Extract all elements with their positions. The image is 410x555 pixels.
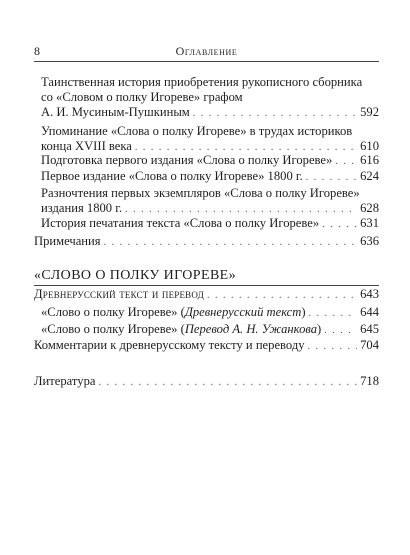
toc-page-number: 644 [360,305,379,319]
toc-page-number: 718 [360,374,379,388]
toc-entry-line: История печатания текста «Слова о полку Игореве» [41,216,320,230]
toc-entry-subtitle: Перевод А. Н. Ужанкова [184,322,318,336]
toc-page-number: 624 [360,169,379,183]
header-rule [34,61,379,62]
leader-dots [322,217,357,232]
toc-entry[interactable] [41,169,379,185]
toc-page-number: 610 [360,139,379,153]
toc-entry-line: Подготовка первого издания «Слова о полку Игореве» [41,153,333,167]
leader-dots [125,202,357,217]
toc-entry-line: А. И. Мусиным-Пушкиным [41,105,190,119]
toc-entry-line: «Слово о полку Игореве» (Древнерусский текст) [41,305,306,319]
leader-dots [308,339,357,354]
toc-entry[interactable] [41,322,379,338]
toc-entry[interactable] [41,124,379,155]
part-rule [34,285,379,286]
toc-page-number: 645 [360,322,379,336]
toc-page-number: 704 [360,338,379,352]
leader-dots [335,154,357,169]
toc-entry-line: Первое издание «Слова о полку Игореве» 1800 г. [41,169,303,183]
page-number: 8 [34,44,41,58]
toc-page-number: 631 [360,216,379,230]
toc-entry-notes[interactable] [34,234,379,250]
toc-entry-literature[interactable] [34,374,379,390]
leader-dots [306,170,357,185]
toc-entry-title: «Слово о полку Игореве» [41,305,178,319]
toc-entry[interactable] [41,305,379,321]
leader-dots [207,288,357,303]
toc-entry[interactable] [34,287,379,303]
toc-page-number: 592 [360,105,379,119]
leader-dots [98,375,357,390]
toc-entry-line: конца XVIII века [41,139,132,153]
toc-page-number: 616 [360,153,379,167]
toc-entry-line: Разночтения первых экземпляров «Слова о полку Игореве» [41,186,360,200]
running-head [34,44,379,60]
toc-entry[interactable] [41,153,379,169]
toc-entry-line: со «Словом о полку Игореве» графом [41,90,243,104]
toc-entry[interactable] [41,186,379,217]
leader-dots [104,235,357,250]
toc-entry-line: «Слово о полку Игореве» (Перевод А. Н. Ужанкова) [41,322,322,336]
toc-entry-subtitle: Древнерусский текст [184,305,302,319]
toc-entry-line: Комментарии к древнерусскому тексту и переводу [34,338,305,352]
toc-page-number: 628 [360,201,379,215]
leader-dots [309,306,357,321]
toc-page-number: 643 [360,287,379,301]
part-title[interactable]: «СЛОВО О ПОЛКУ ИГОРЕВЕ» [34,268,237,283]
leader-dots [324,323,357,338]
toc-entry[interactable] [41,216,379,232]
toc-page-number: 636 [360,234,379,248]
toc-entry-line: Древнерусский текст и перевод [34,287,204,301]
section-title: Оглавление [175,44,238,58]
leader-dots [193,106,357,121]
toc-entry-line: Литература [34,374,96,388]
toc-entry[interactable] [34,338,379,354]
toc-entry-line: Таинственная история приобретения рукописного сборника [41,75,363,89]
toc-entry-line: Примечания [34,234,101,248]
toc-entry-line: издания 1800 г. [41,201,123,215]
toc-entry-line: Упоминание «Слова о полку Игореве» в трудах историков [41,124,353,138]
toc-entry[interactable] [41,75,379,121]
toc-entry-title: «Слово о полку Игореве» [41,322,178,336]
